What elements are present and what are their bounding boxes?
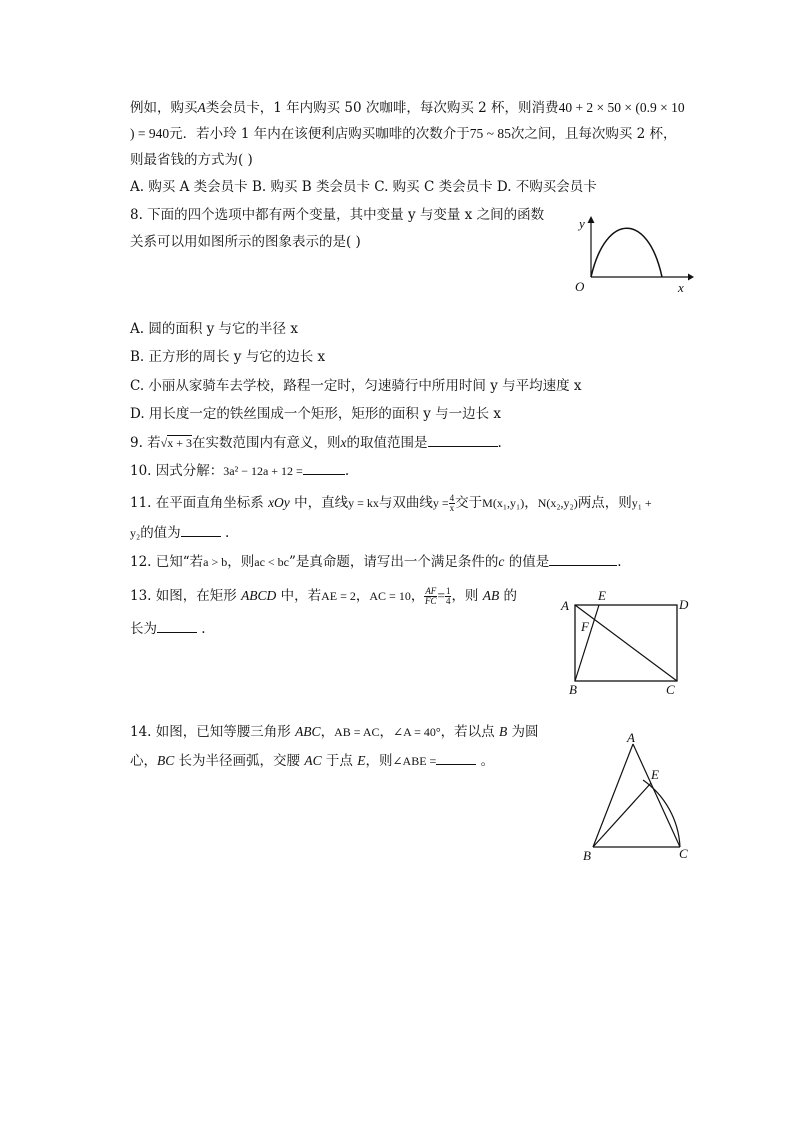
q14-abc: ABC [295,724,321,739]
q14-line2 [130,752,494,769]
label-a: A [627,730,635,745]
q13-eq: = [437,588,445,603]
q14-text: 于点 [321,753,358,769]
q11-end: . [220,525,230,541]
q13-rect: ABCD [241,588,277,603]
q7-var-a: A [197,100,206,115]
q10-expr: 3a² − 12a + 12 = [223,464,303,478]
side-ab [593,744,633,847]
q8-line2: 关系可以用如图所示的图象表示的是( ) [130,234,361,250]
q8-option-a: A. 圆的面积 y 与它的半径 x [130,321,298,337]
q14-answer-blank[interactable] [436,752,476,765]
q9-radicand: x + 3 [167,436,193,450]
segment-be [575,605,599,681]
q7-line3: 则最省钱的方式为( ) [130,152,253,168]
q13-line2 [130,620,206,637]
q14-text: 为圆 [507,724,539,740]
q14-text: ，若以点 [440,724,499,740]
q14-text: ， [320,724,335,740]
q11-answer-blank[interactable] [181,524,221,537]
q10 [130,462,349,479]
q13-frac-num: AF [425,586,437,596]
arc-centered-b [643,780,680,847]
q7-options: A. 购买 A 类会员卡 B. 购买 B 类会员卡 C. 购买 C 类会员卡 D. 不购买会员卡 [130,179,597,195]
q13-text: 13. 如图，在矩形 [130,588,242,604]
parabola-curve [591,228,662,277]
q14-ac: AC [304,753,322,768]
q10-text: 10. 因式分解： [130,463,224,479]
q12-text: 12. 已知“若 [130,554,204,570]
label-b: B [583,848,591,863]
q13-ratio-den: 4 [445,596,451,606]
q13-ratio-num: 1 [445,586,451,596]
q14-end: 。 [476,753,495,769]
q8-option-c: C. 小丽从家骑车去学校，路程一定时，匀速骑行中所用时间 y 与平均速度 x [130,378,582,394]
q13-text: ，则 [451,588,483,604]
q8-option-d: D. 用长度一定的铁丝围成一个矩形，矩形的面积 y 与一边长 x [130,406,502,422]
x-label: x [678,280,684,295]
q7-expr: 40 + 2 × 50 × (0.9 × 10 [558,100,685,115]
q9 [130,434,502,451]
q11-text: 交于 [455,495,483,511]
q11-text: 两点，则 [577,495,632,511]
q13-ab: AB [482,588,500,603]
q7-text: 类会员卡，1 年内购买 50 次咖啡，每次购买 2 杯，则消费 [205,100,559,116]
q12-text: ，则 [227,554,255,570]
q13-ae: AE = 2 [321,589,356,603]
q12-text: ”是真命题，请写出一个满足条件的 [289,554,499,570]
q8-option-b: B. 正方形的周长 y 与它的边长 x [130,349,326,365]
q14-abe: ∠ABE = [392,754,437,768]
q14-text: ， [379,724,394,740]
q11-text: ， [524,495,538,511]
q9-text: 在实数范围内有意义，则 [192,435,341,451]
q11-frac-den: x [449,503,455,513]
q13-rectangle-figure [555,588,695,700]
q13-answer-blank[interactable] [157,620,197,633]
q9-end: . [497,435,502,451]
q13-line1 [130,587,517,606]
q10-answer-blank[interactable] [303,462,345,475]
q14-text: ，则 [365,753,393,769]
q11-text: 11. 在平面直角坐标系 [130,495,269,511]
q14-point-e: E [357,753,366,768]
label-b: B [569,682,577,697]
q11-text: 中，直线 [289,495,349,511]
q10-end: . [344,463,350,479]
q12-cond: a > b [203,555,228,569]
q12 [130,553,622,570]
q13-text: 长为 [130,621,157,637]
q11-text: 的值为 [140,525,181,541]
q7-expr: ) = 940 [130,126,170,141]
q7-line1 [130,100,685,116]
q9-answer-blank[interactable] [428,434,498,447]
label-f: F [581,619,589,634]
q12-text: 的值是 [504,554,550,570]
segment-be [593,783,651,847]
q11-line1 [130,494,652,513]
q7-range: 75 ~ 85 [469,126,511,141]
q11-tail: y₁ + [631,496,652,510]
q14-eq1: AB = AC [334,725,380,739]
q11-frac-num: 4 [449,493,455,503]
q14-text: 14. 如图，已知等腰三角形 [130,724,296,740]
q11-line-eq: y = kx [348,496,379,510]
q8-line1: 8. 下面的四个选项中都有两个变量，其中变量 y 与变量 x 之间的函数 [130,207,545,223]
q13-fraction-af-fc [424,587,437,606]
q9-text: 的取值范围是 [346,435,428,451]
q13-ac: AC = 10 [369,589,411,603]
q14-triangle-figure [575,728,700,868]
label-a: A [561,598,569,613]
q9-var: x [340,435,347,450]
origin-label: O [575,279,585,294]
q14-text: 长为半径画弧，交腰 [174,753,305,769]
q7-text: 元．若小玲 1 年内在该便利店购买咖啡的次数介于 [169,126,470,142]
q13-frac-den: FC [425,596,437,606]
q7-line2 [130,126,677,142]
y-axis-arrow-icon [588,216,595,223]
label-d: D [679,597,689,612]
x-axis-arrow-icon [688,274,694,281]
q13-text: ， [355,588,370,604]
label-e: E [598,588,606,603]
q14-angle: ∠A = 40° [393,725,441,739]
q12-answer-blank[interactable] [549,553,617,566]
q13-text: ， [410,588,425,604]
q13-text: 的 [499,588,518,604]
q8-graph [570,210,695,295]
y-label: y [579,216,585,231]
q14-text: 心， [130,753,157,769]
q11-y2: y₂ [130,526,141,540]
q7-text: 例如，购买 [130,100,198,116]
q11-point-m: M(x₁,y₁) [482,496,525,510]
q12-var: c [498,554,505,569]
sqrt-icon: √ [160,436,168,450]
q9-text: 9. 若 [130,435,161,451]
label-e: E [651,767,659,782]
label-c: C [679,846,688,861]
q11-line2 [130,524,229,541]
q13-end: . [197,621,206,637]
q11-hyperbola: y = [432,496,449,510]
q12-result: ac < bc [254,555,290,569]
q12-end: . [617,554,622,570]
diagonal-ac [575,605,677,681]
q11-text: 与双曲线 [378,495,433,511]
q11-point-n: N(x₂,y₂) [537,496,578,510]
label-c: C [666,682,675,697]
q14-point-b: B [498,724,508,739]
q14-line1 [130,724,538,740]
q13-text: 中，若 [276,588,322,604]
q14-bc: BC [157,753,175,768]
q11-xoy: xOy [268,495,290,510]
q7-text: 次之间，且每次购买 2 杯， [510,126,677,142]
